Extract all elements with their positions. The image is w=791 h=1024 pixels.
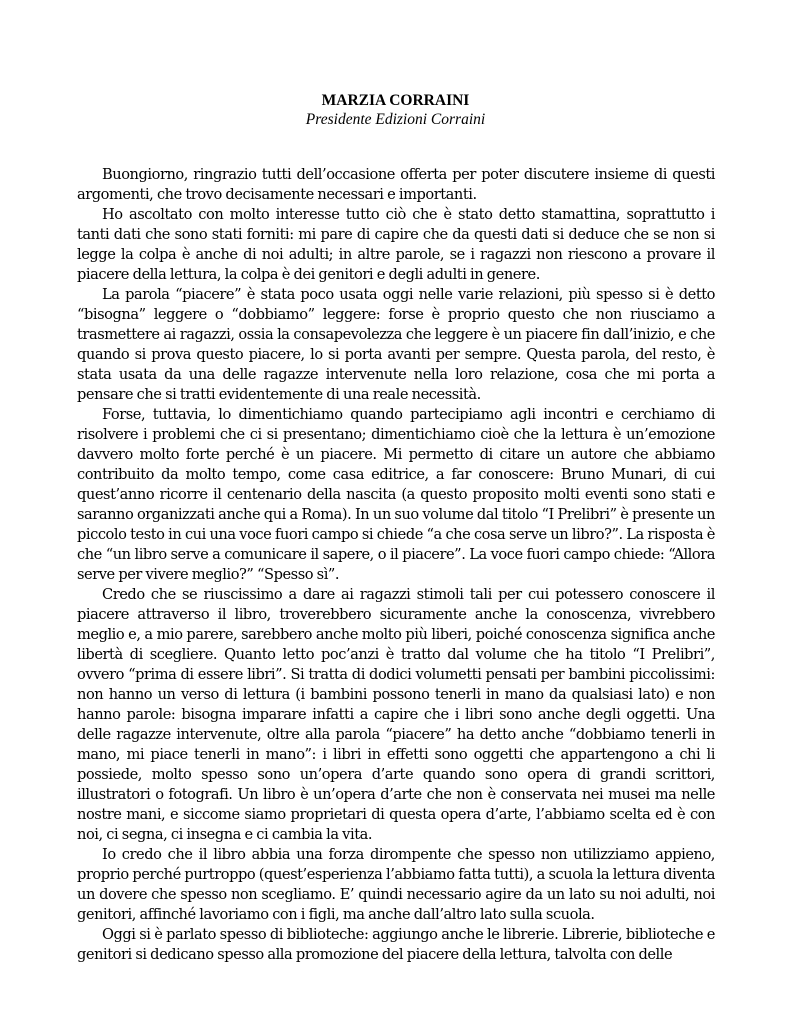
paragraph: Ho ascoltato con molto interesse tutto ciò che è stato detto stamattina, soprattutto i tanti dati che sono stati forniti: mi pare di capire che da questi dati si deduce che se non si legge la colpa è anche di noi adulti; in altre parole, se i ragazzi non riescono a provare il piacere della lettura, la colpa è dei genitori e degli adulti in genere. [77,206,715,283]
paragraph: Credo che se riuscissimo a dare ai ragazzi stimoli tali per cui potessero conoscere il piacere attraverso il libro, troverebbero sicuramente anche la conoscenza, vivrebbero meglio e, a mio parere, sarebbero anche molto più liberi, poiché conoscenza significa anche libertà di scegliere. Quanto letto poc’anzi è tratto dal volume che ha titolo “I Prelibri”, ovvero “prima di essere libri”. Si tratta di dodici volumetti pensati per bambini piccolissimi: non hanno un verso di lettura (i bambini possono tenerli in mano da qualsiasi lato) e non hanno parole: bisogna imparare infatti a capire che i libri sono anche degli oggetti. Una delle ragazze intervenute, oltre alla parola “piacere” ha detto anche “dobbiamo tenerli in mano, mi piace tenerli in mano”: i libri in effetti sono oggetti che appartengono a chi li possiede, molto spesso sono un’opera d’arte quando sono opera di grandi scrittori, illustratori o fotografi. Un libro è un’opera d’arte che non è conservata nei musei ma nelle nostre mani, e siccome siamo proprietari di questa opera d’arte, l’abbiamo scelta ed è con noi, ci segna, ci insegna e ci cambia la vita. [77,586,715,843]
author-role: Presidente Edizioni Corraini [305,111,486,128]
body-text [77,165,715,965]
paragraph: Oggi si è parlato spesso di biblioteche: aggiungo anche le librerie. Librerie, biblioteche e genitori si dedicano spesso alla promozione del piacere della lettura, talvolta con delle [77,926,715,963]
paragraph: Buongiorno, ringrazio tutti dell’occasione offerta per poter discutere insieme di questi argomenti, che trovo decisamente necessari e importanti. [77,166,715,203]
paragraph: Forse, tuttavia, lo dimentichiamo quando partecipiamo agli incontri e cerchiamo di risolvere i problemi che ci si presentano; dimentichiamo cioè che la lettura è un’emozione davvero molto forte perché è un piacere. Mi permetto di citare un autore che abbiamo contribuito da molto tempo, come casa editrice, a far conoscere: Bruno Munari, di cui quest’anno ricorre il centenario della nascita (a questo proposito molti eventi sono stati e saranno organizzati anche qui a Roma). In un suo volume dal titolo “I Prelibri” è presente un piccolo testo in cui una voce fuori campo si chiede “a che cosa serve un libro?”. La risposta è che “un libro serve a comunicare il sapere, o il piacere”. La voce fuori campo chiede: “Allora serve per vivere meglio?” “Spesso sì”. [77,406,715,583]
paragraph: La parola “piacere” è stata poco usata oggi nelle varie relazioni, più spesso si è detto “bisogna” leggere o “dobbiamo” leggere: forse è proprio questo che non riusciamo a trasmettere ai ragazzi, ossia la consapevolezza che leggere è un piacere fin dall’inizio, e che quando si prova questo piacere, lo si porta avanti per sempre. Questa parola, del resto, è stata usata da una delle ragazze intervenute nella loro relazione, cosa che mi porta a pensare che si tratti evidentemente di una reale necessità. [77,286,715,403]
paragraph: Io credo che il libro abbia una forza dirompente che spesso non utilizziamo appieno, proprio perché purtroppo (quest’esperienza l’abbiamo fatta tutti), a scuola la lettura diventa un dovere che spesso non scegliamo. E’ quindi necessario agire da un lato su noi adulti, noi genitori, affinché lavoriamo con i figli, ma anche dall’altro lato sulla scuola. [77,846,715,923]
author-name: MARZIA CORRAINI [321,92,470,109]
